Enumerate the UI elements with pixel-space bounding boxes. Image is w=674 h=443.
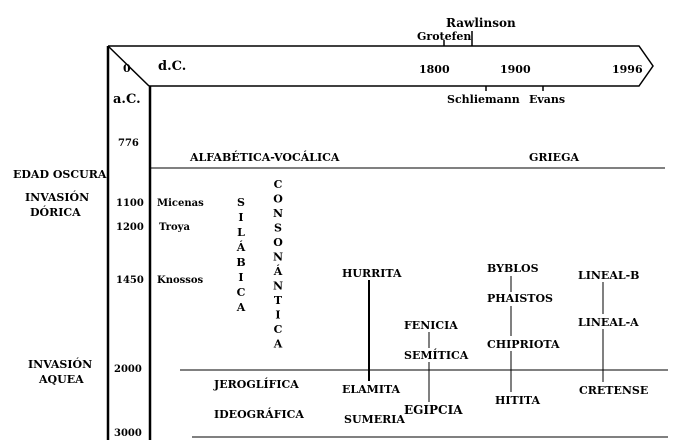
year-776: 776: [118, 138, 139, 149]
consonantica-letter: N: [272, 279, 284, 293]
silabica-letter: I: [238, 211, 244, 224]
label-jeroglifica: JEROGLÍFICA: [214, 378, 299, 391]
consonantica-letter: O: [273, 192, 283, 206]
consonantica-letter: N: [272, 250, 284, 264]
event-invasion-dorica-line1: INVASIÓN: [25, 191, 90, 204]
consonantica-letter: N: [272, 207, 284, 220]
year-1996: 1996: [612, 63, 643, 76]
consonantica-letter: C: [273, 178, 283, 191]
label-rawlinson: Rawlinson: [446, 16, 516, 30]
silabica-letter: A: [236, 301, 246, 314]
event-invasion-aquea-line1: INVASIÓN: [28, 358, 93, 371]
year-1800: 1800: [419, 63, 450, 76]
silabica-letter: S: [237, 196, 245, 209]
label-schliemann: Schliemann: [447, 93, 520, 106]
script-byblos: BYBLOS: [487, 262, 539, 275]
script-hitita: HITITA: [495, 394, 540, 407]
event-invasion-aquea-line2: AQUEA: [39, 373, 84, 386]
silabica-letter: I: [238, 271, 244, 284]
year-2000: 2000: [114, 364, 142, 375]
year-1450: 1450: [116, 275, 144, 286]
script-hurrita: HURRITA: [342, 267, 402, 280]
script-lineal-a: LINEAL-A: [578, 316, 639, 329]
script-semitica: SEMÍTICA: [404, 349, 469, 362]
vertical-word-consonantica: [273, 178, 283, 351]
site-troya: Troya: [159, 222, 190, 233]
year-1200: 1200: [116, 222, 144, 233]
script-lineal-b: LINEAL-B: [578, 269, 640, 282]
consonantica-letter: O: [273, 236, 283, 249]
silabica-letter: L: [237, 226, 245, 239]
label-grotefen: Grotefen: [417, 30, 472, 43]
site-micenas: Micenas: [157, 198, 204, 209]
timeline-arrow: [108, 46, 653, 86]
script-sumeria: SUMERIA: [344, 413, 405, 426]
consonantica-letter: I: [275, 308, 281, 322]
label-griega: GRIEGA: [529, 151, 579, 164]
event-invasion-dorica-line2: DÓRICA: [30, 206, 81, 219]
script-egipcia: EGIPCIA: [404, 403, 463, 417]
label-evans: Evans: [529, 93, 566, 106]
label-alfabetica-vocalica: ALFABÉTICA-VOCÁLICA: [190, 151, 340, 164]
script-elamita: ELAMITA: [342, 383, 401, 396]
label-dc: d.C.: [158, 59, 187, 74]
script-cretense: CRETENSE: [579, 384, 649, 397]
label-ideografica: IDEOGRÁFICA: [214, 408, 304, 421]
site-knossos: Knossos: [157, 275, 204, 286]
script-chipriota: CHIPRIOTA: [487, 338, 560, 351]
consonantica-letter: C: [273, 323, 283, 336]
vertical-word-silabica: [236, 196, 246, 314]
label-zero: 0: [123, 62, 131, 75]
consonantica-letter: T: [273, 294, 283, 307]
silabica-letter: Á: [236, 241, 246, 254]
consonantica-letter: S: [274, 221, 282, 235]
event-edad-oscura: EDAD OSCURA: [13, 168, 107, 181]
year-1100: 1100: [116, 198, 144, 209]
script-phaistos: PHAISTOS: [487, 292, 553, 305]
consonantica-letter: A: [273, 337, 283, 351]
silabica-letter: C: [236, 286, 246, 299]
silabica-letter: B: [236, 256, 246, 269]
year-1900: 1900: [500, 63, 531, 76]
year-3000: 3000: [114, 428, 142, 439]
script-fenicia: FENICIA: [404, 319, 458, 332]
consonantica-letter: Á: [273, 265, 283, 278]
label-ac: a.C.: [113, 92, 141, 107]
